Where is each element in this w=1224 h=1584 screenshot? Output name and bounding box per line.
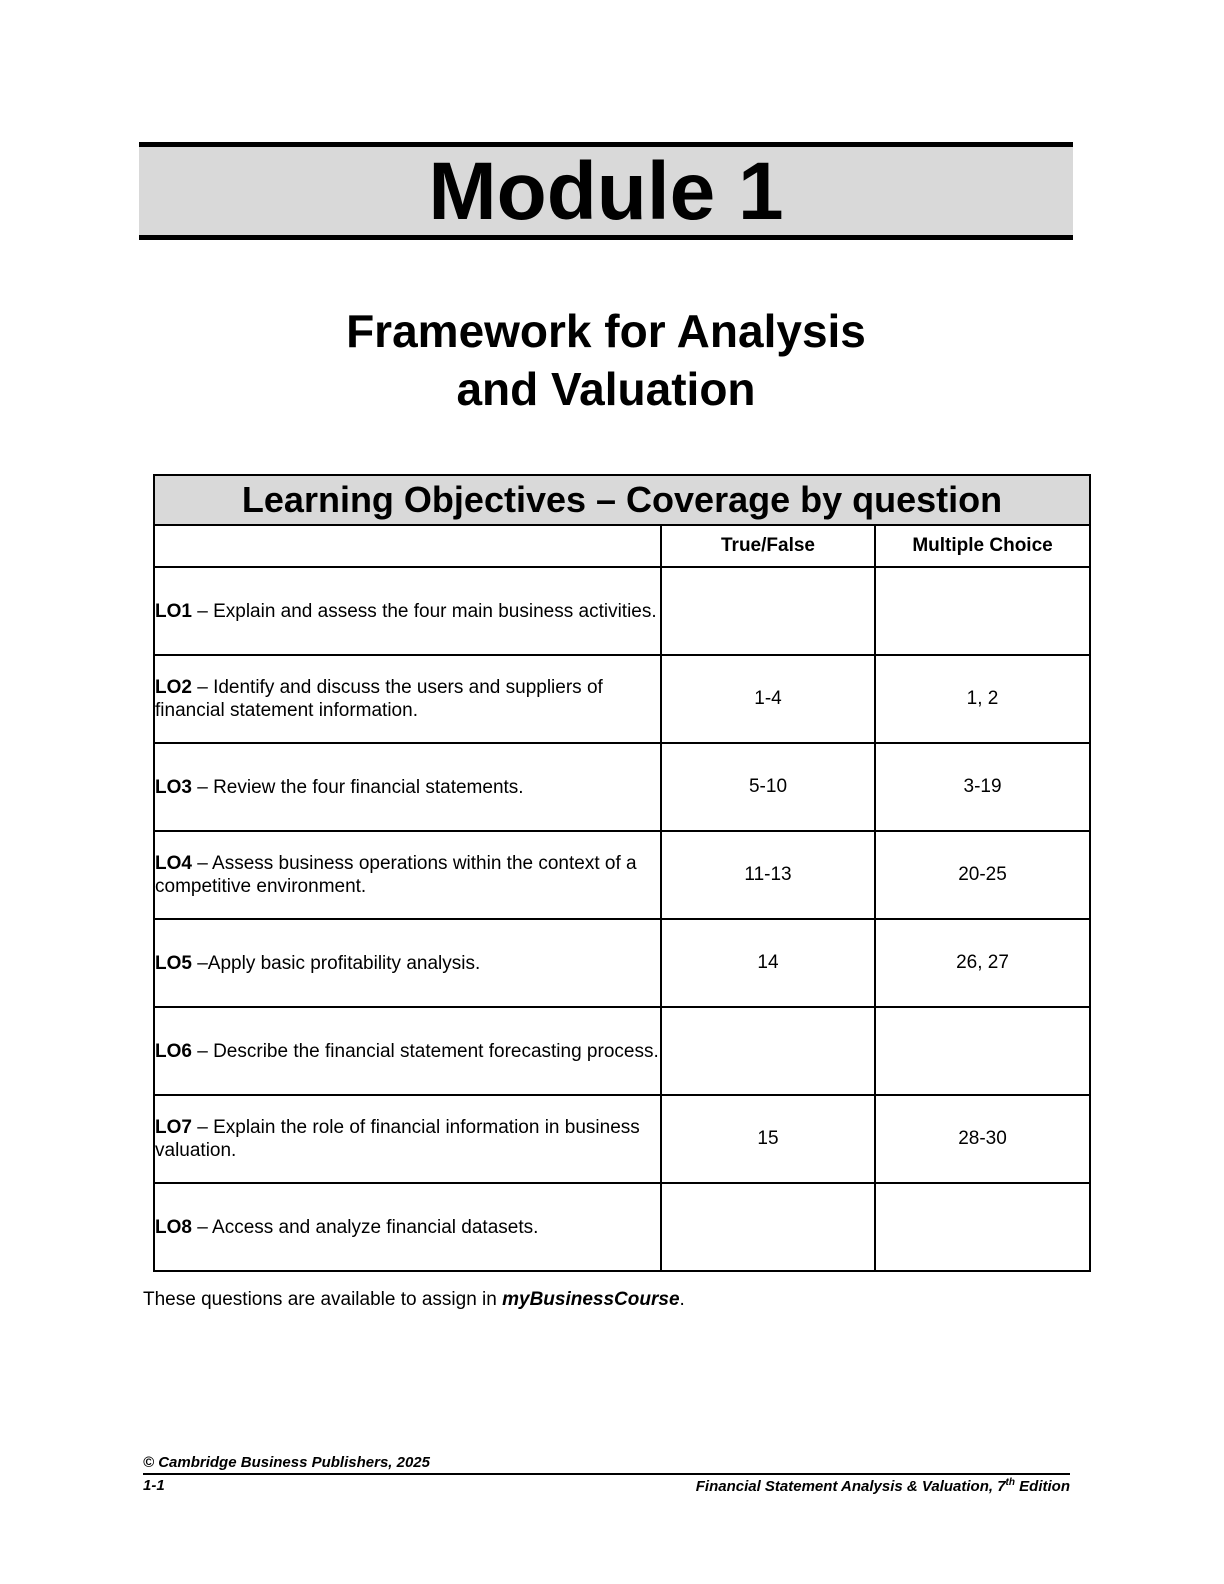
assignment-note-suffix: . [679,1289,685,1310]
table-row [154,831,1090,919]
assignment-note-brand: myBusinessCourse [502,1289,680,1310]
assignment-note-text: These questions are available to assign in [143,1289,503,1310]
table-row [154,655,1090,743]
true-false-cell [661,1183,875,1271]
footer-book-title [696,1477,1070,1495]
objective-text: –Apply basic profitability analysis. [191,952,481,974]
footer-book-title-text: Financial Statement Analysis & Valuation, 7 [695,1478,1006,1495]
multiple-choice-cell [875,1183,1090,1271]
footer-divider [143,1473,1070,1475]
assignment-note [143,1288,685,1312]
column-header-multiple-choice: Multiple Choice [875,525,1090,567]
table-row [154,1095,1090,1183]
objective-code: LO6 [155,1040,192,1062]
table-row [154,567,1090,655]
footer-book-edition: Edition [1015,1478,1070,1495]
objective-code: LO2 [155,677,192,698]
multiple-choice-cell: 20-25 [875,831,1090,919]
objective-cell [154,567,661,655]
true-false-cell: 11-13 [661,831,875,919]
objective-code: LO4 [155,853,192,874]
true-false-cell: 5-10 [661,743,875,831]
column-header-objective [154,525,661,567]
objective-cell [154,1007,661,1095]
table-body [154,567,1090,1271]
objective-cell [154,919,661,1007]
objective-code: LO1 [155,600,192,622]
footer-copyright: © Cambridge Business Publishers, 2025 [143,1454,430,1471]
objective-code: LO5 [155,952,192,974]
true-false-cell: 14 [661,919,875,1007]
subtitle-line-2: and Valuation [456,363,756,415]
objective-text: – Access and analyze financial datasets. [191,1216,539,1238]
objective-text: – Review the four financial statements. [191,776,524,798]
true-false-cell: 15 [661,1095,875,1183]
multiple-choice-cell: 1, 2 [875,655,1090,743]
objective-cell [154,655,661,743]
multiple-choice-cell: 28-30 [875,1095,1090,1183]
page-subtitle [0,302,1212,418]
module-title: Module 1 [428,146,784,237]
table-row [154,919,1090,1007]
table-row [154,1007,1090,1095]
table-row [154,1183,1090,1271]
table-row [154,743,1090,831]
multiple-choice-cell [875,1007,1090,1095]
learning-objectives-table [153,474,1091,1272]
objective-code: LO3 [155,776,192,798]
module-banner [139,142,1073,240]
multiple-choice-cell: 3-19 [875,743,1090,831]
table-header-row [154,525,1090,567]
true-false-cell [661,567,875,655]
true-false-cell: 1-4 [661,655,875,743]
objective-text: – Identify and discuss the users and suppliers of financial statement information. [155,677,603,721]
subtitle-line-1: Framework for Analysis [346,305,866,357]
objective-text: – Assess business operations within the context of a competitive environment. [155,853,637,897]
objective-text: – Explain and assess the four main business activities. [191,600,657,622]
objective-cell [154,1095,661,1183]
objective-text: – Describe the financial statement forecasting process. [191,1040,659,1062]
footer-page-number: 1-1 [143,1477,165,1494]
objective-code: LO8 [155,1216,192,1238]
column-header-true-false: True/False [661,525,875,567]
footer-book-edition-suffix: th [1005,1477,1015,1488]
objective-cell [154,1183,661,1271]
true-false-cell [661,1007,875,1095]
table-caption: Learning Objectives – Coverage by question [154,475,1090,525]
objective-cell [154,743,661,831]
objective-code: LO7 [155,1117,192,1138]
multiple-choice-cell [875,567,1090,655]
multiple-choice-cell: 26, 27 [875,919,1090,1007]
objective-cell [154,831,661,919]
objective-text: – Explain the role of financial information in business valuation. [155,1117,640,1161]
